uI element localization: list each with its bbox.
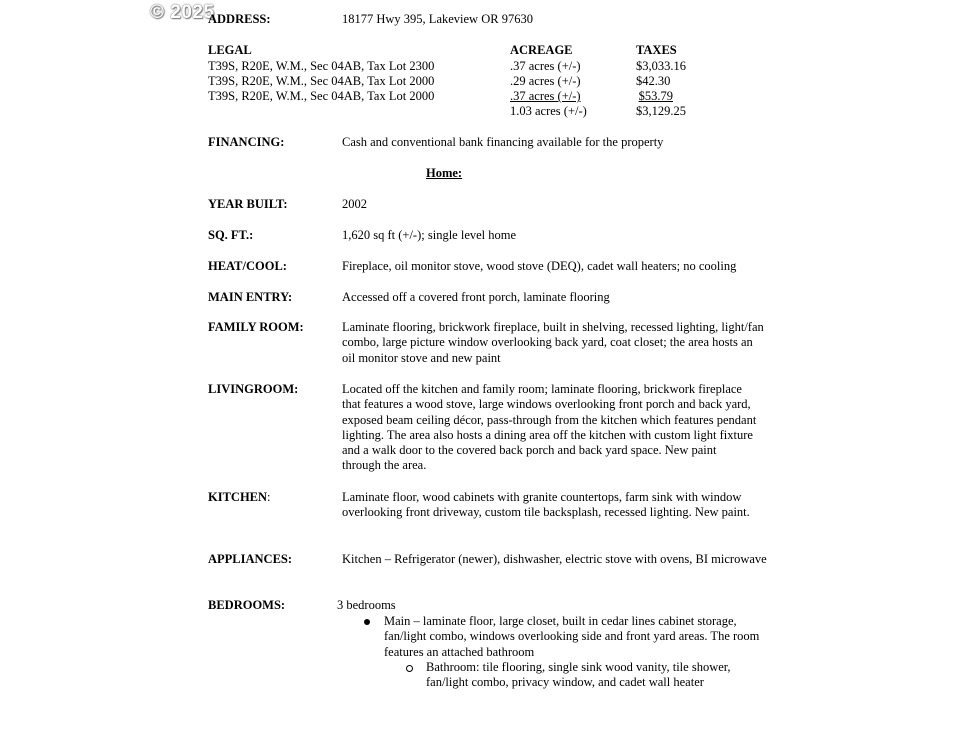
acreage-total: 1.03 acres (+/-) bbox=[510, 104, 587, 118]
family-room-value: Laminate flooring, brickwork fireplace, built in shelving, recessed lighting, light/fan combo, large picture window overlooking back yard, coat closet; the area hosts an oil monitor stove and new paint bbox=[342, 320, 764, 365]
bedrooms-value: 3 bedrooms bbox=[337, 598, 396, 612]
legal-row-3-description: T39S, R20E, W.M., Sec 04AB, Tax Lot 2000 bbox=[208, 89, 435, 103]
financing-label: FINANCING: bbox=[208, 135, 285, 149]
main-entry-label: MAIN ENTRY: bbox=[208, 290, 293, 304]
legal-row-2-taxes: $42.30 bbox=[636, 74, 671, 88]
legal-row-3-taxes: $53.79 bbox=[638, 89, 673, 103]
legal-row-1-acreage: .37 acres (+/-) bbox=[510, 59, 581, 73]
copyright-watermark: © 2025 bbox=[150, 2, 215, 23]
bedroom-main-bath-item: Bathroom: tile flooring, single sink wood vanity, tile shower, fan/light combo, privacy window, and cadet wall heater bbox=[426, 660, 731, 690]
bedrooms-label: BEDROOMS: bbox=[208, 598, 286, 612]
kitchen-label-wrap bbox=[208, 490, 271, 505]
year-built-value: 2002 bbox=[342, 197, 367, 211]
main-entry-value: Accessed off a covered front porch, laminate flooring bbox=[342, 290, 610, 304]
family-room-label: FAMILY ROOM: bbox=[208, 320, 304, 334]
legal-row-1-description: T39S, R20E, W.M., Sec 04AB, Tax Lot 2300 bbox=[208, 59, 435, 73]
acreage-header: ACREAGE bbox=[510, 43, 573, 57]
address-label: ADDRESS: bbox=[208, 12, 271, 26]
bullet-disc-icon bbox=[364, 619, 370, 625]
legal-row-2-description: T39S, R20E, W.M., Sec 04AB, Tax Lot 2000 bbox=[208, 74, 435, 88]
year-built-label: YEAR BUILT: bbox=[208, 197, 288, 211]
address-value: 18177 Hwy 395, Lakeview OR 97630 bbox=[342, 12, 533, 26]
sqft-value: 1,620 sq ft (+/-); single level home bbox=[342, 228, 517, 242]
heat-cool-value: Fireplace, oil monitor stove, wood stove (DEQ), cadet wall heaters; no cooling bbox=[342, 259, 737, 273]
legal-row-3-acreage: .37 acres (+/-) bbox=[510, 89, 581, 103]
appliances-value: Kitchen – Refrigerator (newer), dishwasher, electric stove with ovens, BI microwave bbox=[342, 552, 767, 566]
taxes-total: $3,129.25 bbox=[636, 104, 686, 118]
bullet-circle-icon bbox=[406, 665, 413, 672]
living-room-label: LIVINGROOM: bbox=[208, 382, 299, 396]
kitchen-value: Laminate floor, wood cabinets with granite countertops, farm sink with window overlooking front driveway, custom tile backsplash, recessed lighting. New paint. bbox=[342, 490, 750, 520]
appliances-label: APPLIANCES: bbox=[208, 552, 293, 566]
legal-header: LEGAL bbox=[208, 43, 252, 57]
kitchen-label: KITCHEN bbox=[208, 490, 268, 504]
living-room-value: Located off the kitchen and family room; laminate flooring, brickwork fireplace that features a wood stove, large windows overlooking front porch and back yard, exposed beam ceiling décor, pass-through from the kitchen which features pendant lighting. The area also hosts a dining area off the kitchen with custom light fixture and a walk door to the covered back porch and back yard space. New paint through the area. bbox=[342, 382, 757, 473]
bedroom-main-item: Main – laminate floor, large closet, built in cedar lines cabinet storage, fan/light combo, windows overlooking side and front yard areas. The room features an attached bathroom bbox=[384, 614, 760, 659]
financing-value: Cash and conventional bank financing available for the property bbox=[342, 135, 664, 149]
taxes-header: TAXES bbox=[636, 43, 677, 57]
heat-cool-label: HEAT/COOL: bbox=[208, 259, 287, 273]
kitchen-label-colon: : bbox=[267, 490, 271, 504]
legal-row-1-taxes: $3,033.16 bbox=[636, 59, 686, 73]
home-heading: Home: bbox=[426, 166, 463, 180]
legal-row-2-acreage: .29 acres (+/-) bbox=[510, 74, 581, 88]
sqft-label: SQ. FT.: bbox=[208, 228, 254, 242]
